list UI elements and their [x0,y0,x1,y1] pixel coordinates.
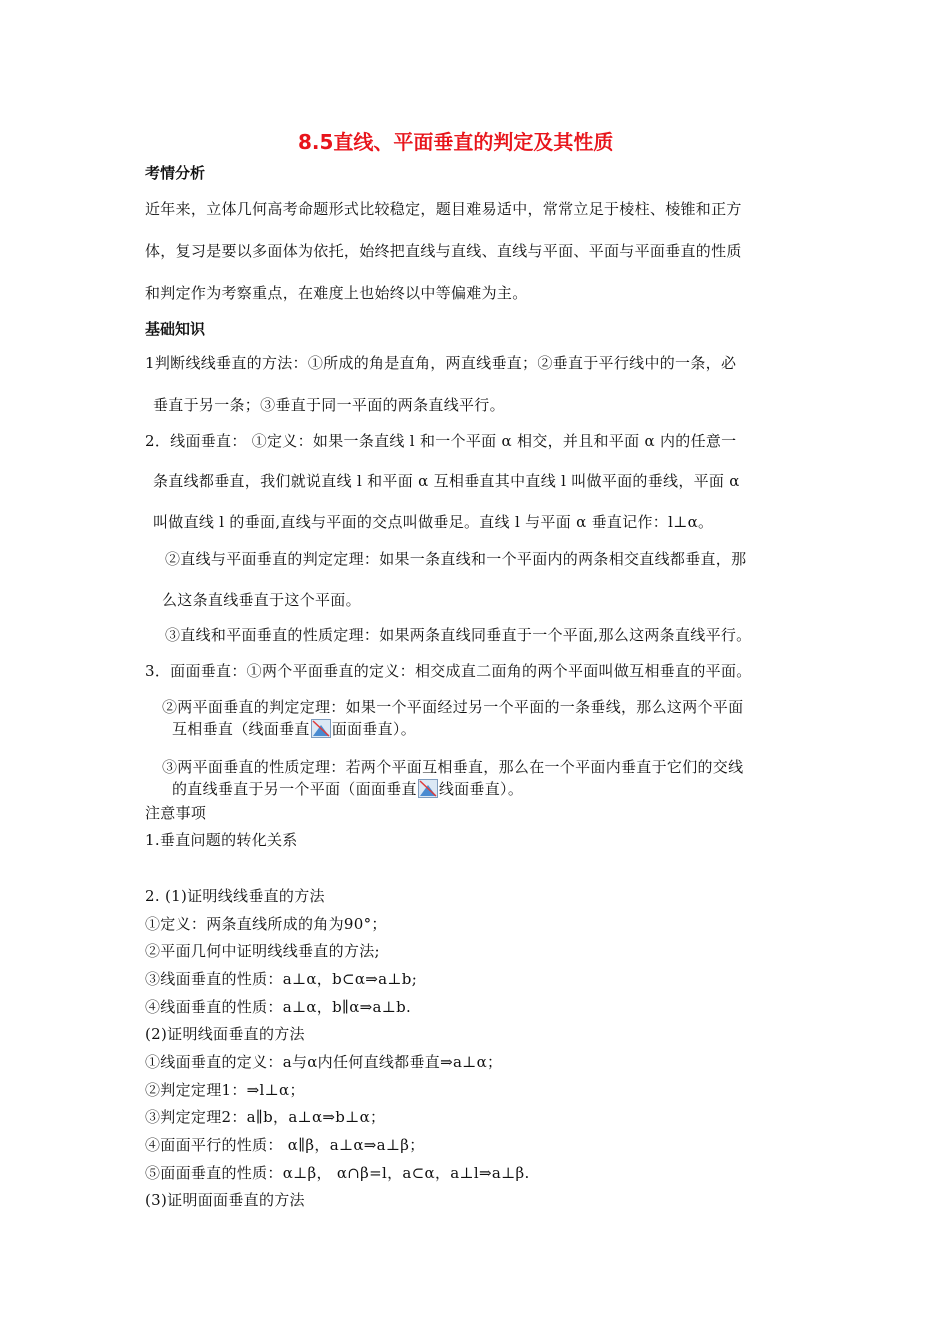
line-method-4: ④线面垂直的性质：a⊥α，b∥α⇒a⊥b. [145,998,412,1016]
notes-item-2-title: 2. (1)证明线线垂直的方法 [145,887,325,905]
plane-methods-title: (2)证明线面垂直的方法 [145,1025,305,1043]
plane-method-4: ④面面平行的性质： α∥β，a⊥α⇒a⊥β； [145,1136,425,1154]
property-text-b: 线面垂直）。 [438,780,524,798]
basics-p2-line-3: 叫做直线 l 的垂面,直线与平面的交点叫做垂足。直线 l 与平面 α 垂直记作：l⊥α。 [153,513,714,531]
basics-p3-property-line-1: ③两平面垂直的性质定理：若两个平面互相垂直，那么在一个平面内垂直于它们的交线 [162,758,744,776]
plane-method-5: ⑤面面垂直的性质：α⊥β， α∩β=l，a⊂α，a⊥l⇒a⊥β. [145,1164,530,1182]
page-title: 8.5直线、平面垂直的判定及其性质 [298,130,614,154]
basics-p2-line-1: 2．线面垂直： ①定义：如果一条直线 l 和一个平面 α 相交，并且和平面 α 内的任意一 [145,432,737,450]
plane-method-1: ①线面垂直的定义：a与α内任何直线都垂直⇒a⊥α； [145,1053,503,1071]
basics-p3-theorem-line-2 [172,718,416,739]
property-text-a: 的直线垂直于另一个平面（面面垂直 [172,780,417,798]
analysis-line-1: 近年来，立体几何高考命题形式比较稳定，题目难易适中，常常立足于棱柱、棱锥和正方 [145,200,742,218]
basics-p3-theorem-line-1: ②两平面垂直的判定定理：如果一个平面经过另一个平面的一条垂线，那么这两个平面 [162,698,744,716]
analysis-heading: 考情分析 [145,164,206,182]
theorem-text-b: 面面垂直）。 [331,720,417,738]
basics-p1-line-2: 垂直于另一条；③垂直于同一平面的两条直线平行。 [153,396,505,414]
broken-image-icon [311,719,331,738]
notes-heading: 注意事项 [145,804,207,822]
basics-p2-theorem-line-2: 么这条直线垂直于这个平面。 [162,591,361,609]
basics-p2-theorem-line-1: ②直线与平面垂直的判定定理：如果一条直线和一个平面内的两条相交直线都垂直，那 [165,550,747,568]
notes-item-1: 1.垂直问题的转化关系 [145,831,298,849]
line-method-2: ②平面几何中证明线线垂直的方法; [145,942,380,960]
basics-heading: 基础知识 [145,320,206,338]
theorem-text-a: 互相垂直（线面垂直 [172,720,310,738]
analysis-line-2: 体，复习是要以多面体为依托，始终把直线与直线、直线与平面、平面与平面垂直的性质 [145,242,742,260]
basics-p3-definition: 3．面面垂直：①两个平面垂直的定义：相交成直二面角的两个平面叫做互相垂直的平面。 [145,662,752,680]
basics-p1-line-1: 1判断线线垂直的方法：①所成的角是直角，两直线垂直；②垂直于平行线中的一条，必 [145,354,737,372]
basics-p2-line-2: 条直线都垂直，我们就说直线 l 和平面 α 互相垂直其中直线 l 叫做平面的垂线，平面 α [153,472,740,490]
basics-p2-property: ③直线和平面垂直的性质定理：如果两条直线同垂直于一个平面,那么这两条直线平行。 [165,626,752,644]
line-method-3: ③线面垂直的性质：a⊥α，b⊂α⇒a⊥b; [145,970,418,988]
face-methods-title: (3)证明面面垂直的方法 [145,1191,305,1209]
broken-image-icon [418,779,438,798]
line-method-1: ①定义：两条直线所成的角为90°； [145,915,387,933]
plane-method-2: ②判定定理1：⇒l⊥α； [145,1081,305,1099]
plane-method-3: ③判定定理2：a∥b，a⊥α⇒b⊥α； [145,1108,386,1126]
analysis-line-3: 和判定作为考察重点，在难度上也始终以中等偏难为主。 [145,284,528,302]
basics-p3-property-line-2 [172,778,523,799]
